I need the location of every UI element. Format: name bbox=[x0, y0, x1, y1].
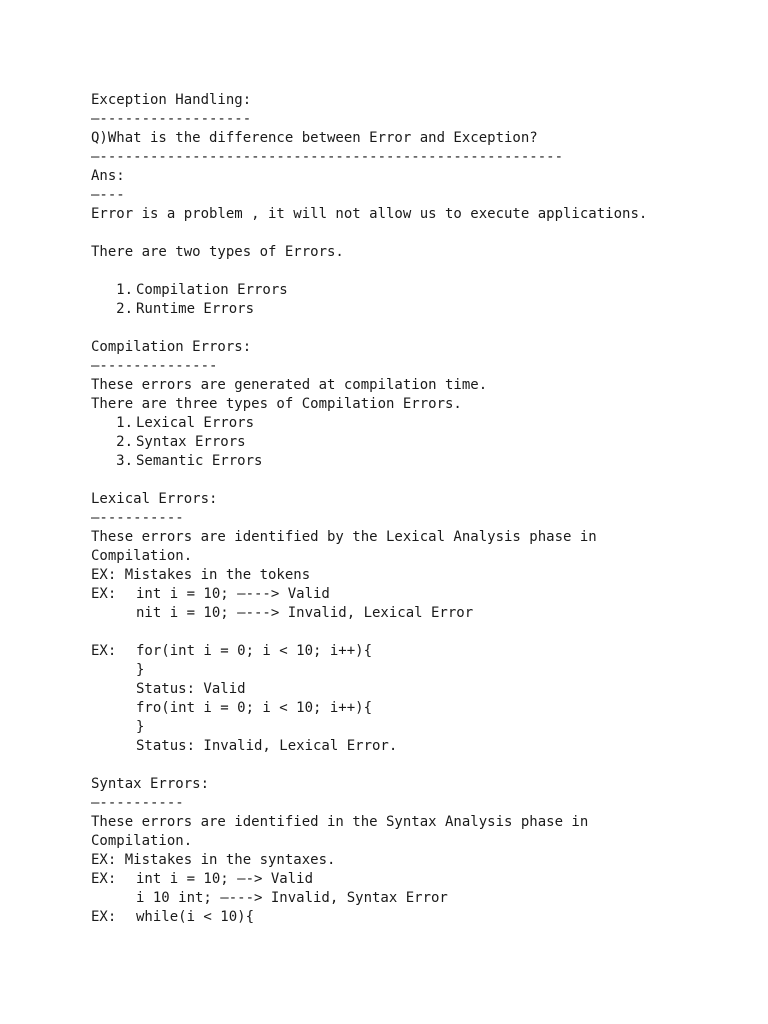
list-item bbox=[91, 300, 731, 319]
code-example bbox=[91, 889, 731, 908]
syntax-underline: —---------- bbox=[91, 795, 184, 811]
code-line: int i = 10; —-> Valid bbox=[136, 871, 314, 887]
blank-line bbox=[91, 224, 731, 243]
compilation-types-intro: There are three types of Compilation Errors. bbox=[91, 396, 462, 412]
list-item-text: Lexical Errors bbox=[136, 415, 255, 431]
list-number: 1. bbox=[116, 415, 133, 431]
list-item-text: Syntax Errors bbox=[136, 434, 246, 450]
section-title: Exception Handling: bbox=[91, 92, 252, 108]
list-number: 2. bbox=[116, 434, 133, 450]
code-example bbox=[91, 908, 731, 927]
question-underline: —------------------------------------------------------- bbox=[91, 149, 564, 165]
code-example bbox=[91, 737, 731, 756]
code-line: } bbox=[136, 662, 145, 678]
list-item-text: Compilation Errors bbox=[136, 282, 288, 298]
blank-line bbox=[91, 756, 731, 775]
list-item bbox=[91, 433, 731, 452]
list-item-text: Semantic Errors bbox=[136, 453, 263, 469]
syntax-desc: These errors are identified in the Syntax Analysis phase in bbox=[91, 814, 589, 830]
question-text: Q)What is the difference between Error and Exception? bbox=[91, 130, 538, 146]
code-example bbox=[91, 642, 731, 661]
blank-line bbox=[91, 319, 731, 338]
document-body bbox=[91, 91, 731, 927]
blank-line bbox=[91, 262, 731, 281]
lexical-desc: These errors are identified by the Lexical Analysis phase in bbox=[91, 529, 597, 545]
code-example bbox=[91, 661, 731, 680]
compilation-desc: These errors are generated at compilation time. bbox=[91, 377, 488, 393]
code-example bbox=[91, 680, 731, 699]
list-item bbox=[91, 414, 731, 433]
code-line: while(i < 10){ bbox=[136, 909, 255, 925]
list-number: 3. bbox=[116, 453, 133, 469]
code-line: Status: Invalid, Lexical Error. bbox=[136, 738, 398, 754]
lexical-desc-cont: Compilation. bbox=[91, 548, 193, 564]
lexical-example-intro: EX: Mistakes in the tokens bbox=[91, 567, 311, 583]
syntax-example-intro: EX: Mistakes in the syntaxes. bbox=[91, 852, 336, 868]
code-line: for(int i = 0; i < 10; i++){ bbox=[136, 643, 373, 659]
code-line: fro(int i = 0; i < 10; i++){ bbox=[136, 700, 373, 716]
answer-label: Ans: bbox=[91, 168, 125, 184]
example-label: EX: bbox=[91, 586, 117, 602]
code-example bbox=[91, 718, 731, 737]
error-types-intro: There are two types of Errors. bbox=[91, 244, 344, 260]
code-example bbox=[91, 604, 731, 623]
list-number: 1. bbox=[116, 282, 133, 298]
code-line: Status: Valid bbox=[136, 681, 246, 697]
list-number: 2. bbox=[116, 301, 133, 317]
code-line: } bbox=[136, 719, 145, 735]
list-item-text: Runtime Errors bbox=[136, 301, 255, 317]
error-definition: Error is a problem , it will not allow us to execute applications. bbox=[91, 206, 648, 222]
example-label: EX: bbox=[91, 909, 117, 925]
code-line: int i = 10; —---> Valid bbox=[136, 586, 330, 602]
lexical-underline: —---------- bbox=[91, 510, 184, 526]
blank-line bbox=[91, 623, 731, 642]
compilation-underline: —-------------- bbox=[91, 358, 218, 374]
code-example bbox=[91, 870, 731, 889]
list-item bbox=[91, 452, 731, 471]
lexical-heading: Lexical Errors: bbox=[91, 491, 218, 507]
code-line: nit i = 10; —---> Invalid, Lexical Error bbox=[136, 605, 474, 621]
code-example bbox=[91, 585, 731, 604]
code-line: i 10 int; —---> Invalid, Syntax Error bbox=[136, 890, 448, 906]
code-example bbox=[91, 699, 731, 718]
answer-underline: —--- bbox=[91, 187, 125, 203]
title-underline: —------------------ bbox=[91, 111, 252, 127]
compilation-heading: Compilation Errors: bbox=[91, 339, 252, 355]
syntax-desc-cont: Compilation. bbox=[91, 833, 193, 849]
example-label: EX: bbox=[91, 871, 117, 887]
example-label: EX: bbox=[91, 643, 117, 659]
list-item bbox=[91, 281, 731, 300]
syntax-heading: Syntax Errors: bbox=[91, 776, 210, 792]
blank-line bbox=[91, 471, 731, 490]
